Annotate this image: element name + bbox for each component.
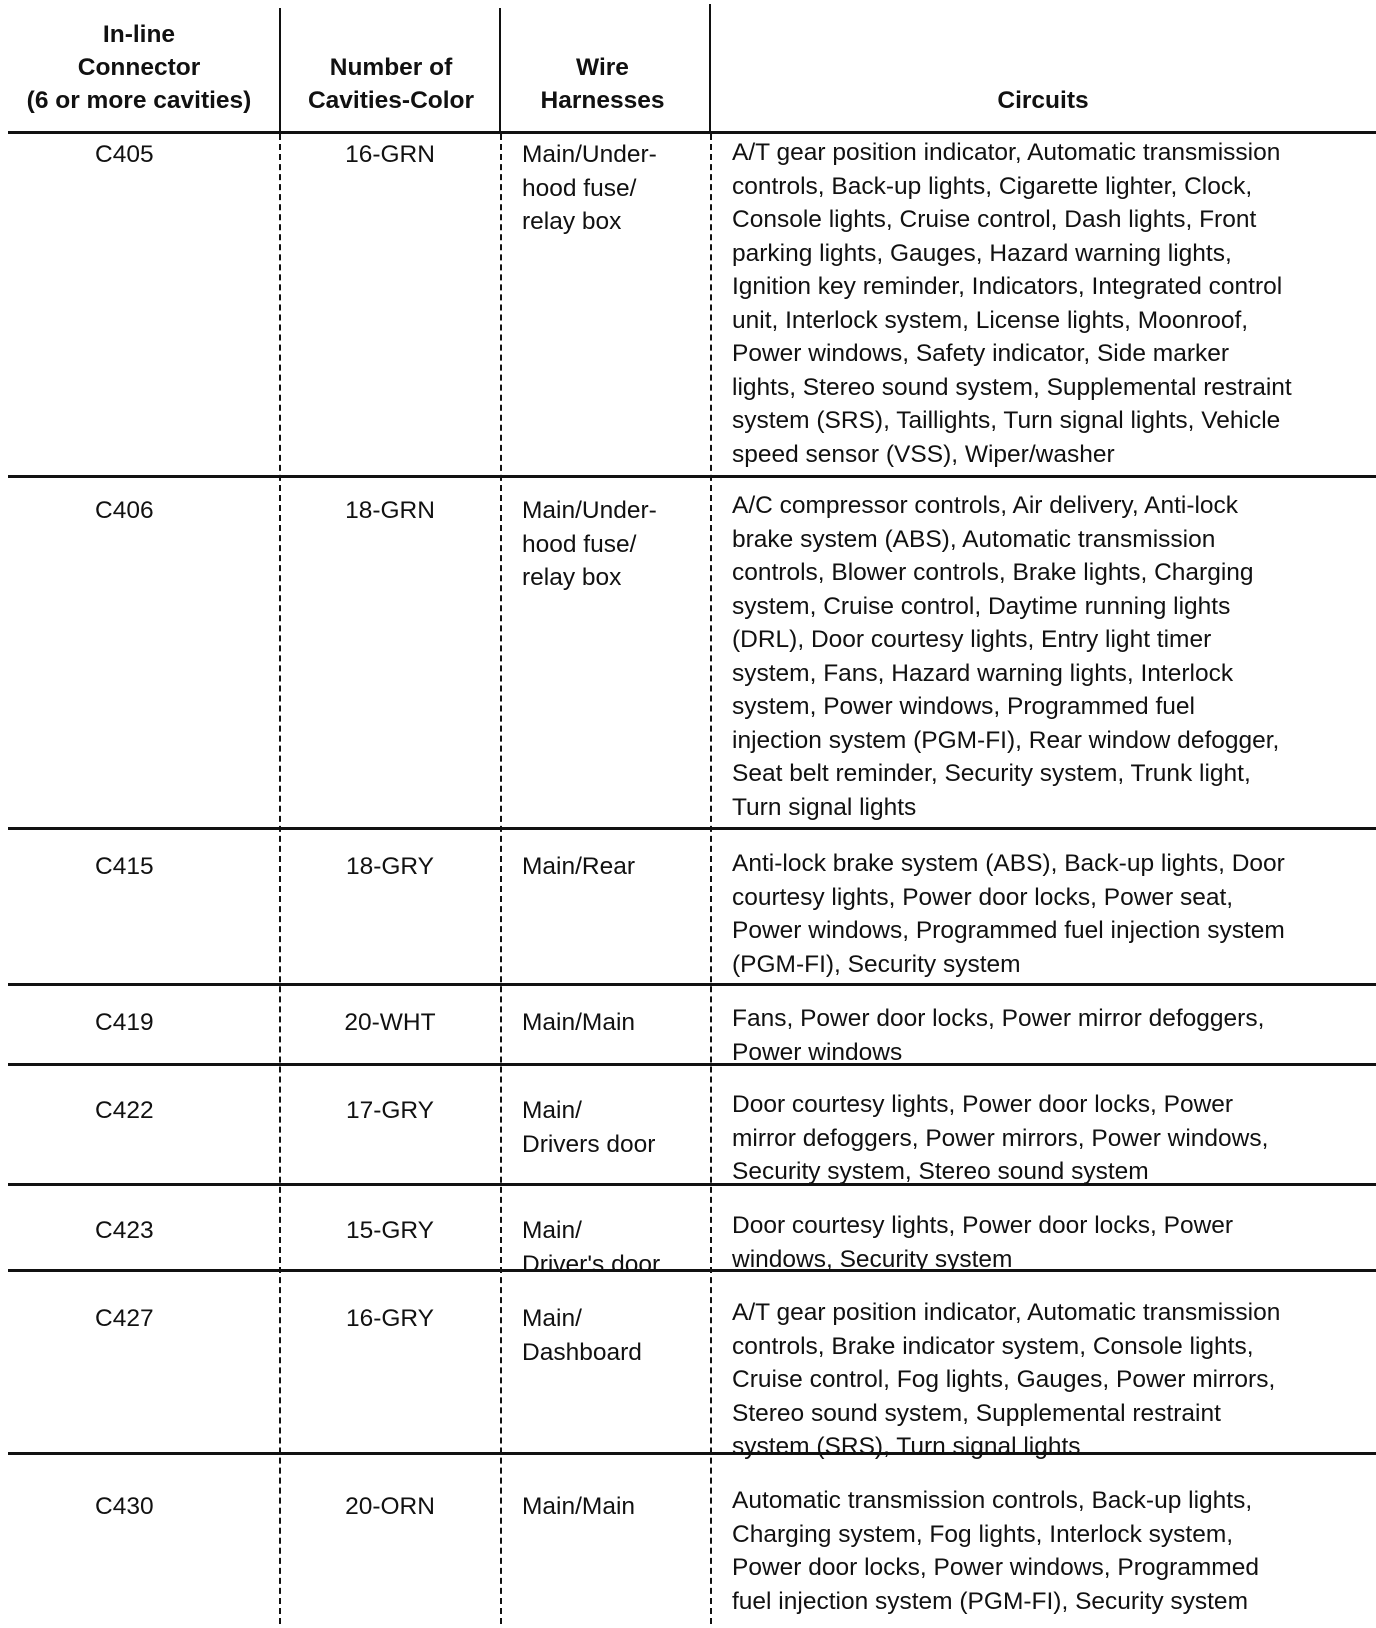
- harness-line: Main/Main: [522, 1009, 636, 1036]
- table-row-circuits: [732, 1088, 1372, 1189]
- table-row-harness: [522, 1006, 712, 1040]
- circuits-line: Door courtesy lights, Power door locks, Power: [732, 1212, 1234, 1239]
- table-row-connector: C419: [95, 1009, 154, 1036]
- table-row-circuits: [732, 1484, 1372, 1618]
- circuits-line: fuel injection system (PGM-FI), Security system: [732, 1587, 1248, 1615]
- table-row-cavities: 18-GRN: [345, 497, 435, 524]
- harness-line: Drivers door: [522, 1130, 656, 1158]
- circuits-line: injection system (PGM-FI), Rear window defogger,: [732, 726, 1280, 754]
- column-divider: [279, 8, 281, 132]
- table-row-cavities: 20-WHT: [344, 1009, 436, 1036]
- row-rule: [8, 983, 1376, 986]
- column-divider: [279, 134, 281, 1624]
- header-connector-line: (6 or more cavities): [26, 87, 252, 114]
- circuits-line: Power windows: [732, 1038, 903, 1066]
- circuits-line: Power door locks, Power windows, Programmed: [732, 1554, 1259, 1581]
- circuits-line: A/C compressor controls, Air delivery, Anti-lock: [732, 492, 1239, 519]
- header-circuits-line: Circuits: [997, 87, 1089, 114]
- table-row-cavities: 20-ORN: [345, 1493, 435, 1520]
- column-divider: [500, 134, 502, 1624]
- table-row-cavities: 15-GRY: [345, 1217, 435, 1244]
- table-row-connector: C406: [95, 497, 154, 524]
- circuits-line: system (SRS), Turn signal lights: [732, 1433, 1081, 1460]
- harness-line: Main/: [522, 1217, 582, 1244]
- circuits-line: Security system, Stereo sound system: [732, 1158, 1149, 1185]
- circuits-line: controls, Blower controls, Brake lights, Charging: [732, 559, 1254, 586]
- header-cavities-line: Number of: [329, 54, 453, 81]
- table-row-harness: [522, 1490, 712, 1524]
- circuits-line: A/T gear position indicator, Automatic transmission: [732, 139, 1281, 166]
- table-row-cavities: 16-GRN: [345, 141, 435, 168]
- circuits-line: (PGM-FI), Security system: [732, 950, 1021, 978]
- circuits-line: unit, Interlock system, License lights, Moonroof,: [732, 306, 1249, 334]
- harness-line: relay box: [522, 208, 622, 235]
- row-rule: [8, 827, 1376, 830]
- circuits-line: Door courtesy lights, Power door locks, Power: [732, 1091, 1234, 1118]
- harness-line: Main/Main: [522, 1493, 636, 1520]
- header-circuits: [710, 0, 1376, 133]
- column-divider: [499, 8, 501, 132]
- table-row-connector: C405: [95, 141, 154, 168]
- table-row-circuits: [732, 1209, 1372, 1276]
- header-connector: [8, 0, 270, 133]
- harness-line: Main/: [522, 1097, 582, 1124]
- table-row-connector: C423: [95, 1217, 154, 1244]
- row-rule: [8, 475, 1376, 478]
- table-row-harness: [522, 850, 712, 884]
- table-row-circuits: [732, 489, 1372, 824]
- circuits-line: Automatic transmission controls, Back-up lights,: [732, 1487, 1253, 1514]
- table-row-cavities: 16-GRY: [345, 1305, 435, 1332]
- header-cavities: [282, 0, 500, 133]
- header-connector-line: In-line: [102, 21, 176, 48]
- header-cavities-line: Cavities-Color: [307, 87, 475, 114]
- harness-line: Driver's door: [522, 1250, 661, 1278]
- harness-line: hood fuse/: [522, 174, 637, 202]
- table-row-circuits: [732, 1002, 1372, 1069]
- column-divider: [709, 4, 711, 132]
- circuits-line: Stereo sound system, Supplemental restraint: [732, 1399, 1221, 1427]
- harness-line: relay box: [522, 564, 622, 591]
- table-row-cavities: 18-GRY: [345, 853, 435, 880]
- header-connector-line: Connector: [77, 54, 201, 81]
- table-row-harness: [522, 1214, 712, 1281]
- circuits-line: Ignition key reminder, Indicators, Integrated control: [732, 273, 1283, 300]
- circuits-line: controls, Back-up lights, Cigarette lighter, Clock,: [732, 172, 1253, 200]
- circuits-line: Turn signal lights: [732, 793, 917, 821]
- table-row-harness: [522, 1094, 712, 1161]
- circuits-line: system, Cruise control, Daytime running lights: [732, 592, 1231, 620]
- harness-line: Main/: [522, 1305, 582, 1332]
- circuits-line: courtesy lights, Power door locks, Power seat,: [732, 883, 1234, 911]
- table-row-connector: C422: [95, 1097, 154, 1124]
- harness-line: Main/Under-: [522, 141, 657, 168]
- circuits-line: brake system (ABS), Automatic transmission: [732, 525, 1216, 553]
- circuits-line: Seat belt reminder, Security system, Trunk light,: [732, 760, 1251, 787]
- circuits-line: (DRL), Door courtesy lights, Entry light timer: [732, 626, 1212, 653]
- circuits-line: lights, Stereo sound system, Supplemental restraint: [732, 373, 1292, 401]
- header-harness-line: Harnesses: [540, 87, 665, 114]
- circuits-line: controls, Brake indicator system, Console lights,: [732, 1332, 1254, 1360]
- circuits-line: Cruise control, Fog lights, Gauges, Power mirrors,: [732, 1366, 1276, 1393]
- header-rule: [8, 131, 1376, 134]
- table-row-harness: [522, 1302, 712, 1369]
- header-harness: [500, 0, 705, 133]
- table-row-circuits: [732, 136, 1372, 471]
- circuits-line: Charging system, Fog lights, Interlock system,: [732, 1520, 1234, 1548]
- table-row-circuits: [732, 1296, 1372, 1464]
- harness-line: Dashboard: [522, 1338, 642, 1366]
- table-row-connector: C415: [95, 853, 154, 880]
- circuits-line: Anti-lock brake system (ABS), Back-up lights, Door: [732, 850, 1285, 877]
- circuits-line: system, Fans, Hazard warning lights, Interlock: [732, 659, 1234, 687]
- table-row-circuits: [732, 847, 1372, 981]
- circuits-line: speed sensor (VSS), Wiper/washer: [732, 440, 1115, 468]
- harness-line: Main/Rear: [522, 853, 636, 880]
- table-row-cavities: 17-GRY: [345, 1097, 435, 1124]
- circuits-line: mirror defoggers, Power mirrors, Power windows,: [732, 1124, 1269, 1152]
- circuits-line: system (SRS), Taillights, Turn signal lights, Vehicle: [732, 407, 1281, 434]
- table-row-connector: C430: [95, 1493, 154, 1520]
- circuits-line: Console lights, Cruise control, Dash lights, Front: [732, 206, 1257, 233]
- circuits-line: system, Power windows, Programmed fuel: [732, 693, 1195, 720]
- table-row-connector: C427: [95, 1305, 154, 1332]
- circuits-line: Fans, Power door locks, Power mirror defoggers,: [732, 1005, 1265, 1032]
- circuits-line: parking lights, Gauges, Hazard warning lights,: [732, 239, 1232, 267]
- circuits-line: windows, Security system: [732, 1245, 1013, 1273]
- table-row-harness: [522, 494, 712, 595]
- circuits-line: Power windows, Programmed fuel injection system: [732, 917, 1285, 944]
- header-harness-line: Wire: [576, 54, 629, 81]
- harness-line: Main/Under-: [522, 497, 657, 524]
- circuits-line: A/T gear position indicator, Automatic transmission: [732, 1299, 1281, 1326]
- circuits-line: Power windows, Safety indicator, Side marker: [732, 340, 1230, 367]
- harness-line: hood fuse/: [522, 530, 637, 558]
- table-row-harness: [522, 138, 712, 239]
